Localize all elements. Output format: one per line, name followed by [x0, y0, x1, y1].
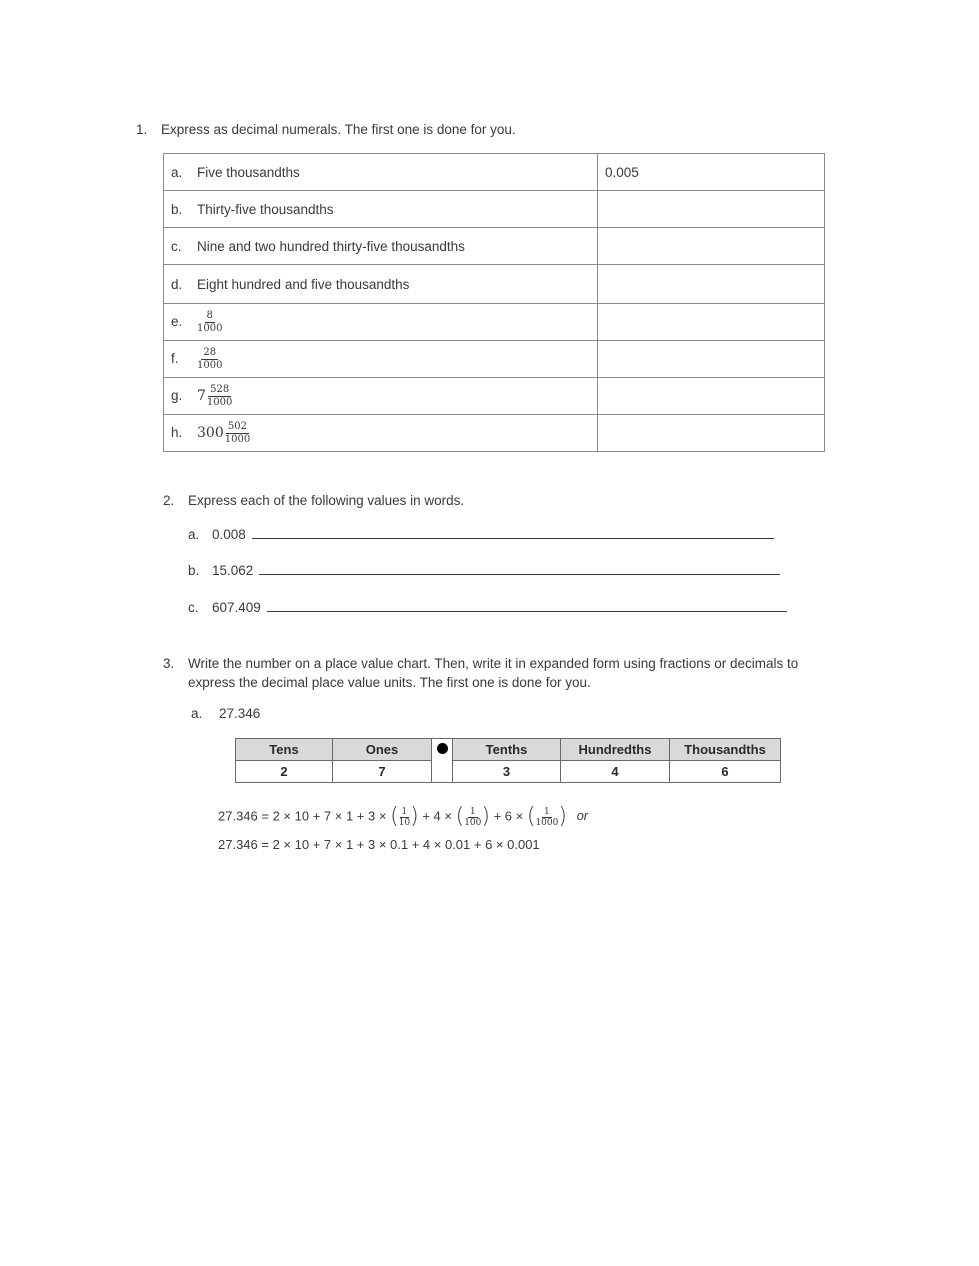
- decimal-point-dot: [437, 743, 448, 754]
- answer-cell[interactable]: [598, 265, 825, 304]
- open-paren: (: [526, 804, 536, 829]
- item-letter: b.: [188, 563, 200, 578]
- row-text: Eight hundred and five thousandths: [197, 276, 410, 292]
- fraction: [197, 347, 222, 372]
- row-text: Thirty-five thousandths: [197, 201, 334, 217]
- open-paren: (: [390, 804, 399, 829]
- row-text: Five thousandths: [197, 164, 300, 180]
- q3-prompt-line1: Write the number on a place value chart. Then, write it in expanded form using fractions or decimals to: [188, 656, 799, 671]
- open-paren: (: [455, 804, 465, 829]
- q2-item-a: [188, 525, 774, 542]
- denominator: 10: [398, 817, 411, 828]
- row-letter: g.: [171, 387, 183, 403]
- q2-item-b: [188, 561, 780, 578]
- table-row: [164, 415, 825, 452]
- chart-digit-row: [236, 761, 781, 783]
- row-letter: c.: [171, 238, 182, 254]
- item-value: 0.008: [212, 527, 246, 542]
- numerator: 1: [544, 806, 550, 817]
- answer-cell: 0.005: [598, 154, 825, 191]
- item-letter: c.: [188, 600, 199, 615]
- answer-cell[interactable]: [598, 228, 825, 265]
- row-letter: b.: [171, 201, 183, 217]
- item-value: 607.409: [212, 600, 261, 615]
- numerator: 528: [210, 383, 230, 395]
- row-letter: e.: [171, 313, 183, 329]
- fraction: [197, 310, 222, 335]
- header-tens: Tens: [236, 739, 333, 761]
- denominator: 1000: [197, 359, 223, 371]
- digit-hundredths: 4: [561, 761, 670, 783]
- expanded-form-decimals: 27.346 = 2 × 10 + 7 × 1 + 3 × 0.1 + 4 × 0.01 + 6 × 0.001: [218, 837, 540, 852]
- denominator: 1000: [224, 433, 251, 445]
- digit-thousandths: 6: [670, 761, 781, 783]
- numerator: 1: [401, 806, 408, 817]
- decimal-point-cell: [432, 739, 453, 783]
- close-paren: ): [410, 804, 419, 829]
- header-ones: Ones: [333, 739, 432, 761]
- close-paren: ): [558, 804, 567, 829]
- place-value-chart: [235, 738, 781, 783]
- q1-number: 1.: [136, 122, 148, 137]
- q2-item-c: [188, 598, 787, 615]
- item-letter: a.: [191, 706, 203, 721]
- item-value: 15.062: [212, 563, 254, 578]
- answer-line[interactable]: [267, 598, 787, 612]
- or-text: or: [576, 808, 589, 824]
- expanded-mid1: + 4 ×: [422, 808, 452, 824]
- digit-tenths: 3: [453, 761, 561, 783]
- table-row: [164, 191, 825, 228]
- header-thousandths: Thousandths: [670, 739, 781, 761]
- whole-number: 7: [197, 388, 206, 404]
- fraction: [399, 807, 410, 828]
- table-row: [164, 154, 825, 191]
- chart-header-row: [236, 739, 781, 761]
- table-row: [164, 265, 825, 304]
- q2-number: 2.: [163, 493, 175, 508]
- digit-ones: 7: [333, 761, 432, 783]
- row-text: Nine and two hundred thirty-five thousandths: [197, 238, 465, 254]
- answer-cell[interactable]: [598, 341, 825, 378]
- numerator: 1: [469, 806, 476, 817]
- table-row: [164, 228, 825, 265]
- row-letter: d.: [171, 276, 183, 292]
- fraction: [464, 807, 481, 828]
- expanded-form-fractions: [218, 806, 588, 828]
- fraction: [207, 384, 232, 409]
- answer-line[interactable]: [259, 561, 780, 575]
- numerator: 502: [227, 420, 247, 432]
- digit-tens: 2: [236, 761, 333, 783]
- q3-item-a: [191, 706, 260, 721]
- q3-number: 3.: [163, 656, 175, 671]
- q2-prompt: Express each of the following values in words.: [188, 493, 465, 508]
- denominator: 1000: [535, 817, 559, 828]
- fraction: [535, 807, 558, 828]
- denominator: 1000: [206, 396, 233, 408]
- answer-cell[interactable]: [598, 378, 825, 415]
- expanded-lead: 27.346 = 2 × 10 + 7 × 1 + 3 ×: [218, 808, 387, 824]
- q1-prompt: Express as decimal numerals. The first one is done for you.: [161, 122, 516, 137]
- denominator: 1000: [197, 322, 223, 334]
- fraction: [225, 421, 250, 446]
- table-row: [164, 378, 825, 415]
- whole-number: 300: [197, 425, 224, 441]
- answer-cell[interactable]: [598, 415, 825, 452]
- row-letter: h.: [171, 424, 183, 440]
- row-letter: a.: [171, 164, 183, 180]
- header-hundredths: Hundredths: [561, 739, 670, 761]
- item-letter: a.: [188, 527, 200, 542]
- table-row: [164, 304, 825, 341]
- numerator: 28: [203, 346, 217, 358]
- table-row: [164, 341, 825, 378]
- answer-cell[interactable]: [598, 191, 825, 228]
- q3-prompt-line2: express the decimal place value units. The first one is done for you.: [188, 675, 591, 690]
- answer-cell[interactable]: [598, 304, 825, 341]
- numerator: 8: [206, 309, 213, 321]
- row-letter: f.: [171, 350, 179, 366]
- denominator: 100: [464, 817, 482, 828]
- close-paren: ): [481, 804, 490, 829]
- expanded-mid2: + 6 ×: [493, 808, 524, 824]
- answer-line[interactable]: [252, 525, 774, 539]
- q1-table: [163, 153, 825, 452]
- header-tenths: Tenths: [453, 739, 561, 761]
- item-value: 27.346: [219, 706, 261, 721]
